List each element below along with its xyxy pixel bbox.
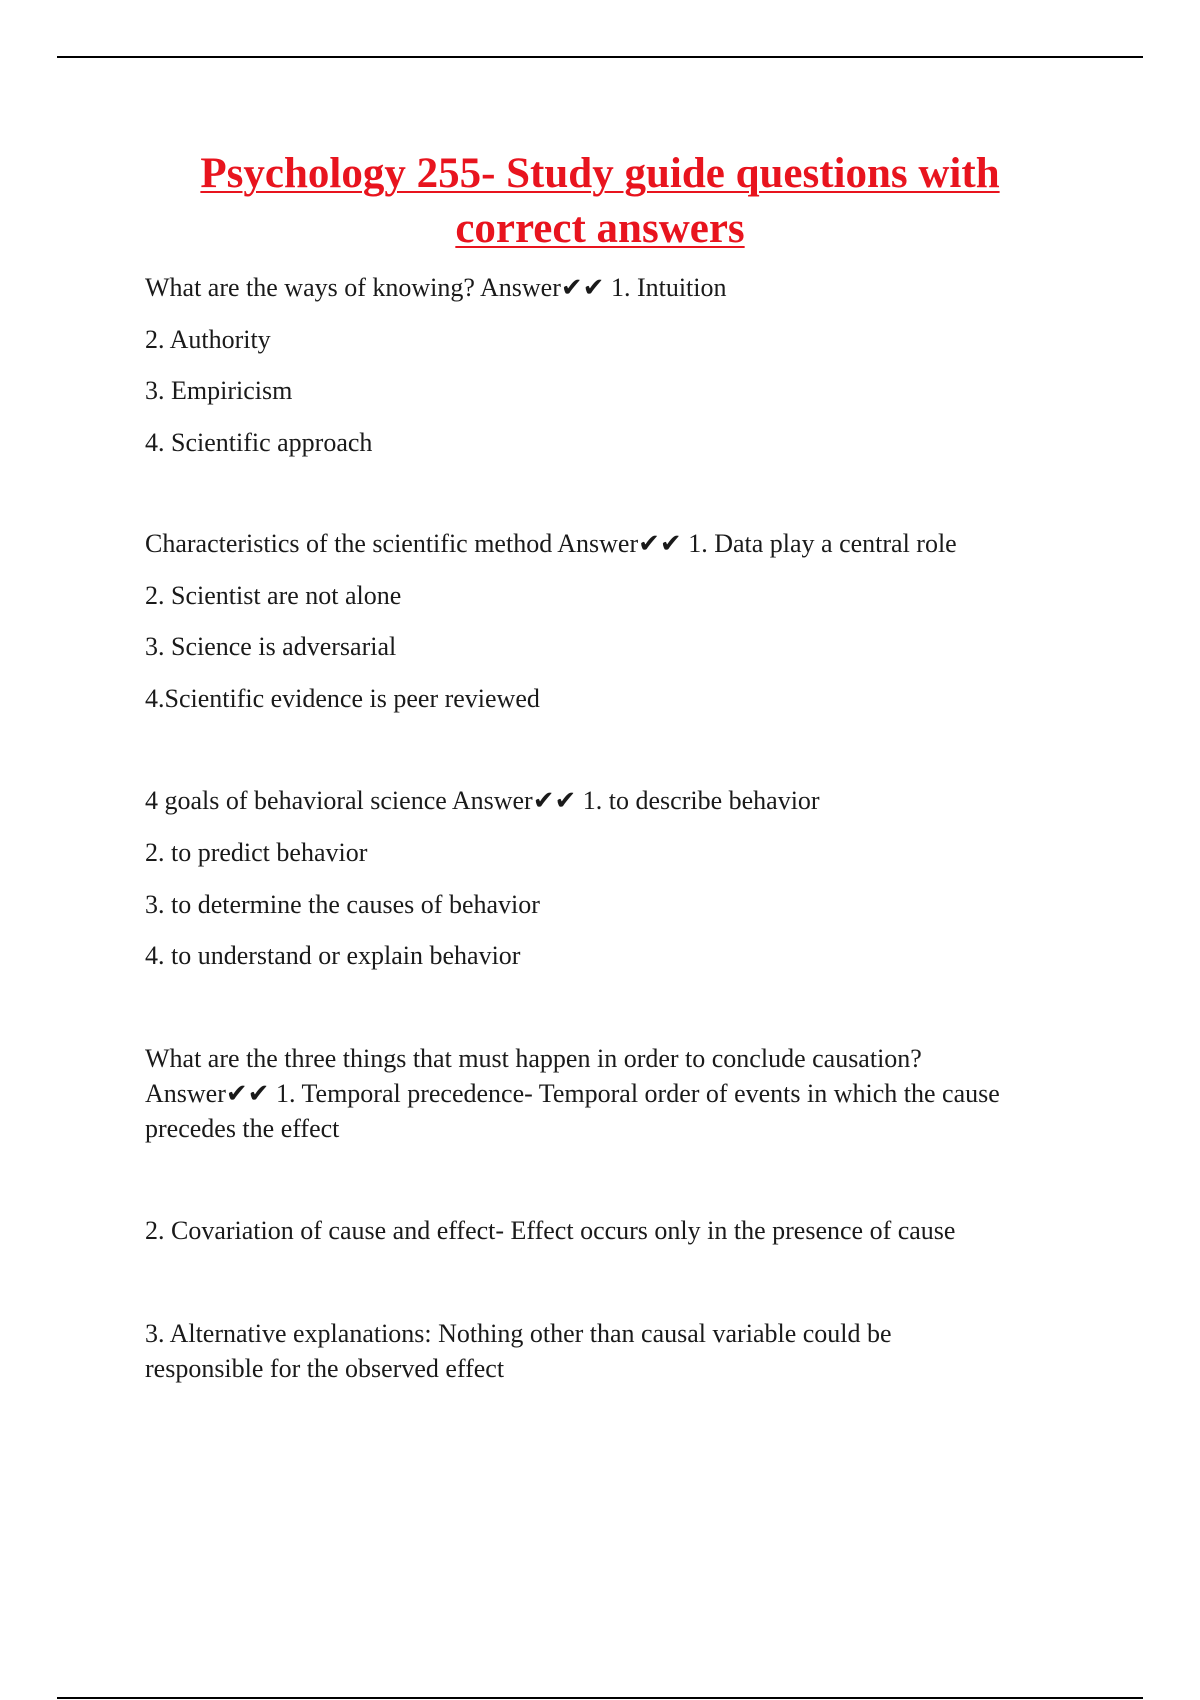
- question-scientific-method: Characteristics of the scientific method Answer✔✔ 1. Data play a central role: [145, 529, 957, 558]
- question-causation-line-2: Answer✔✔ 1. Temporal precedence- Temporal order of events in which the cause: [145, 1079, 1000, 1108]
- bottom-rule: [57, 1697, 1143, 1699]
- answer-item: 2. to predict behavior: [145, 838, 368, 867]
- top-rule: [57, 56, 1143, 58]
- title-line-1: Psychology 255- Study guide questions with: [200, 150, 1000, 197]
- question-causation-line-3: precedes the effect: [145, 1114, 340, 1143]
- answer-item-line-1: 3. Alternative explanations: Nothing other than causal variable could be: [145, 1319, 892, 1348]
- answer-item: 2. Scientist are not alone: [145, 581, 402, 610]
- title-line-2: correct answers: [455, 205, 745, 252]
- answer-item: 2. Covariation of cause and effect- Effect occurs only in the presence of cause: [145, 1216, 956, 1245]
- answer-item: 3. to determine the causes of behavior: [145, 890, 540, 919]
- answer-item: 4. Scientific approach: [145, 428, 373, 457]
- answer-item: 3. Empiricism: [145, 376, 293, 405]
- answer-item: 2. Authority: [145, 325, 271, 354]
- page-title: [100, 146, 1100, 256]
- answer-item-line-2: responsible for the observed effect: [145, 1354, 505, 1383]
- question-behavioral-goals: 4 goals of behavioral science Answer✔✔ 1. to describe behavior: [145, 786, 820, 815]
- question-ways-of-knowing: What are the ways of knowing? Answer✔✔ 1. Intuition: [145, 273, 727, 302]
- answer-item: 4.Scientific evidence is peer reviewed: [145, 684, 540, 713]
- answer-item: 4. to understand or explain behavior: [145, 941, 521, 970]
- answer-item: 3. Science is adversarial: [145, 632, 397, 661]
- question-causation-line-1: What are the three things that must happen in order to conclude causation?: [145, 1044, 922, 1073]
